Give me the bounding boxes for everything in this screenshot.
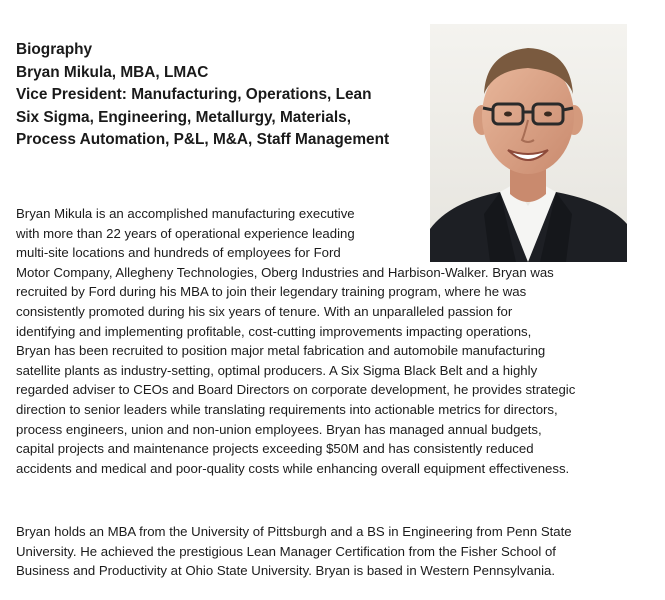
education-paragraph: [16, 522, 572, 581]
paragraph-line: consistently promoted during his six years of tenure. With an unparalleled passion for: [16, 303, 513, 319]
job-title-line: Six Sigma, Engineering, Metallurgy, Materials,: [16, 108, 351, 126]
paragraph-line: capital projects and maintenance projects exceeding $50M and has consistently reduced: [16, 441, 534, 457]
paragraph-line: Bryan Mikula is an accomplished manufacturing executive: [16, 206, 355, 221]
paragraph-line: recruited by Ford during his MBA to join their legendary training program, where he was: [16, 284, 527, 300]
job-title-line: Process Automation, P&L, M&A, Staff Management: [16, 131, 390, 149]
paragraph-line: identifying and implementing profitable, cost-cutting improvements impacting operations,: [16, 323, 532, 339]
paragraph-line: with more than 22 years of operational experience leading: [16, 225, 355, 241]
paragraph-line: process engineers, union and non-union employees. Bryan has managed annual budgets,: [16, 421, 542, 437]
biography-heading: [16, 39, 426, 152]
paragraph-line: multi-site locations and hundreds of employees for Ford: [16, 245, 341, 261]
paragraph-line: Bryan holds an MBA from the University of Pittsburgh and a BS in Engineering from Penn State: [16, 524, 572, 539]
paragraph-line: Motor Company, Allegheny Technologies, Oberg Industries and Harbison-Walker. Bryan was: [16, 264, 554, 280]
job-title-line: Vice President: Manufacturing, Operations, Lean: [16, 86, 372, 104]
person-name: Bryan Mikula, MBA, LMAC: [16, 63, 209, 81]
section-title: Biography: [16, 41, 93, 58]
paragraph-line: Bryan has been recruited to position major metal fabrication and automobile manufacturing: [16, 343, 546, 359]
paragraph-line: direction to senior leaders while translating requirements into actionable metrics for directors,: [16, 401, 558, 417]
paragraph-line: accidents and medical and poor-quality costs while enhancing overall equipment effectiveness.: [16, 460, 570, 476]
paragraph-line: satellite plants as industry-setting, optimal producers. A Six Sigma Black Belt and a highly: [16, 362, 538, 378]
biography-paragraph: [16, 204, 575, 478]
paragraph-line: regarded adviser to CEOs and Board Directors on corporate development, he provides strategic: [16, 382, 576, 398]
paragraph-line: Business and Productivity at Ohio State University. Bryan is based in Western Pennsylvania.: [16, 563, 555, 579]
paragraph-line: University. He achieved the prestigious Lean Manager Certification from the Fisher School of: [16, 543, 556, 559]
